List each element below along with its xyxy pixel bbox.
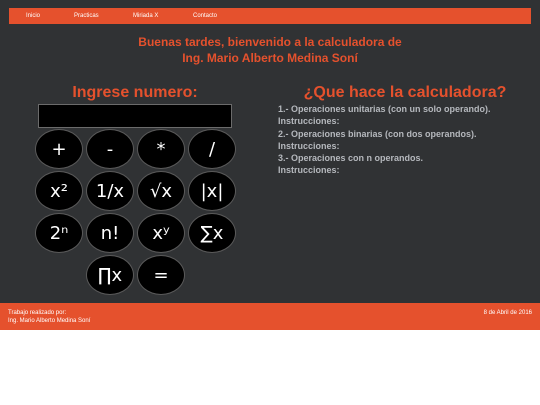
reciprocal-button[interactable]: 1/x	[86, 171, 134, 211]
footer-author: Ing. Mario Alberto Medina Soní	[8, 318, 91, 324]
plus-button[interactable]: +	[35, 129, 83, 169]
divide-button[interactable]: /	[188, 129, 236, 169]
nav-bar	[9, 8, 531, 24]
calculator-display[interactable]	[38, 104, 232, 128]
info-list	[278, 103, 533, 177]
nav-inicio[interactable]: Inicio	[26, 13, 41, 19]
footer	[0, 303, 540, 330]
product-button[interactable]: ∏x	[86, 255, 134, 295]
sum-button[interactable]: ∑x	[188, 213, 236, 253]
multiply-button[interactable]: *	[137, 129, 185, 169]
info-line: 2.- Operaciones binarias (con dos operandos).	[278, 128, 477, 139]
power-button[interactable]: xʸ	[137, 213, 185, 253]
greeting-line-2: Ing. Mario Alberto Medina Soní	[182, 51, 358, 65]
minus-button[interactable]: -	[86, 129, 134, 169]
abs-button[interactable]: |x|	[188, 171, 236, 211]
nav-practicas[interactable]: Practicas	[74, 13, 99, 19]
info-title: ¿Que hace la calculadora?	[303, 84, 507, 101]
info-line: Instrucciones:	[278, 165, 340, 176]
square-button[interactable]: x²	[35, 171, 83, 211]
pow2-button[interactable]: 2ⁿ	[35, 213, 83, 253]
nav-contacto[interactable]: Contacto	[193, 13, 218, 19]
info-line: Instrucciones:	[278, 140, 340, 151]
footer-credit-label: Trabajo realizado por:	[8, 310, 67, 316]
calculator-title: Ingrese numero:	[72, 84, 198, 101]
info-line: 1.- Operaciones unitarias (con un solo operando).	[278, 104, 491, 114]
factorial-button[interactable]: n!	[86, 213, 134, 253]
equals-button[interactable]: =	[137, 255, 185, 295]
footer-date: 8 de Abril de 2016	[483, 310, 532, 316]
info-line: 3.- Operaciones con n operandos.	[278, 153, 424, 164]
greeting-line-1: Buenas tardes, bienvenido a la calculadora de	[138, 35, 402, 49]
nav-miriada-x[interactable]: Miriada X	[133, 13, 159, 19]
info-line: Instrucciones:	[278, 116, 340, 127]
sqrt-button[interactable]: √x	[137, 171, 185, 211]
